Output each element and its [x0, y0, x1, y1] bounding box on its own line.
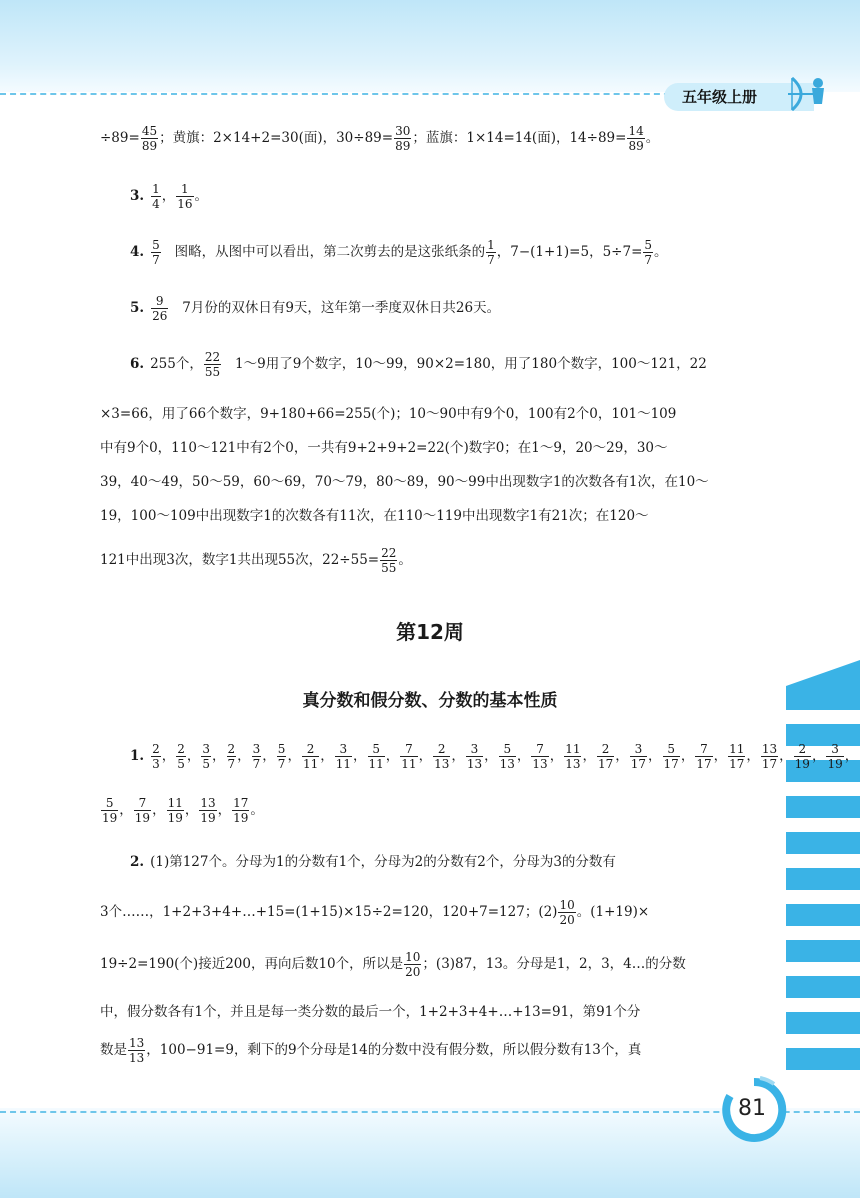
text: ；(3)87，13。分母是1，2，3，4…的分数	[422, 956, 686, 972]
text: 。	[250, 802, 264, 818]
denominator: 7	[227, 757, 236, 771]
question-number: 2.	[130, 854, 145, 870]
denominator: 5	[202, 757, 211, 771]
numerator: 7	[134, 796, 151, 811]
section-answer-2-line: 中，假分数各有1个，并且是每一类分数的最后一个，1+2+3+4+…+13=91，第91个分	[100, 1004, 641, 1020]
denominator: 13	[466, 757, 483, 771]
text: 图略，从图中可以看出，第二次剪去的是这张纸条的	[174, 244, 486, 260]
text: 1～9用了9个数字，10～99，90×2=180，用了180个数字，100～121，22	[235, 356, 707, 372]
answer-6-line: 39，40～49，50～59，60～69，70～79，80～89，90～99中出现数字1的次数各有1次，在10～	[100, 474, 709, 490]
numerator: 22	[381, 546, 397, 560]
fraction	[151, 294, 168, 323]
question-number: 5.	[130, 300, 145, 316]
fraction	[630, 742, 647, 771]
denominator: 7	[644, 253, 653, 267]
fraction	[101, 796, 118, 825]
numerator: 2	[152, 742, 160, 756]
answer-line-continued	[100, 124, 659, 153]
denominator: 20	[559, 913, 575, 927]
denominator: 16	[177, 197, 193, 211]
text: ÷89=	[100, 130, 140, 146]
archer-icon	[786, 74, 830, 114]
fraction	[368, 742, 385, 771]
numerator: 5	[644, 238, 653, 252]
text: ；蓝旗：1×14=14(面)，14÷89=	[412, 130, 627, 146]
text: 。(1+19)×	[576, 904, 650, 920]
text: 。	[398, 552, 412, 568]
numerator: 2	[597, 742, 614, 757]
numerator: 3	[335, 742, 352, 757]
numerator: 5	[152, 238, 160, 252]
numerator: 10	[559, 898, 575, 912]
question-number: 1.	[130, 748, 145, 764]
fraction	[128, 1036, 145, 1065]
denominator: 17	[729, 757, 745, 771]
text: ；黄旗：2×14+2=30(面)，30÷89=	[159, 130, 394, 146]
fraction	[204, 350, 221, 379]
fraction	[558, 898, 575, 927]
denominator: 17	[663, 757, 679, 771]
side-decoration	[786, 660, 860, 1080]
denominator: 4	[152, 197, 160, 211]
denominator: 19	[200, 811, 216, 825]
denominator: 3	[152, 757, 160, 771]
numerator: 13	[200, 796, 216, 810]
fraction	[335, 742, 352, 771]
fraction	[394, 124, 411, 153]
numerator: 5	[663, 742, 680, 757]
denominator: 17	[761, 757, 778, 771]
answer-6-line: ×3=66，用了66个数字，9+180+66=255(个)；10～90中有9个0，100有2个0，101～109	[100, 406, 677, 422]
numerator: 5	[499, 742, 516, 757]
numerator: 2	[302, 742, 319, 757]
text: 。	[645, 130, 660, 146]
fraction	[277, 742, 287, 771]
numerator: 3	[630, 742, 647, 757]
fraction	[663, 742, 680, 771]
denominator: 13	[434, 757, 450, 771]
week-heading: 第12周	[396, 620, 464, 644]
text: ，7−(1+1)=5，5÷7=	[496, 244, 643, 260]
numerator: 1	[487, 238, 495, 252]
fraction	[761, 742, 778, 771]
fraction	[643, 238, 653, 267]
answer-4	[130, 238, 668, 267]
denominator: 17	[696, 757, 712, 771]
fraction	[141, 124, 158, 153]
denominator: 17	[630, 757, 647, 771]
numerator: 7	[695, 742, 712, 757]
topic-heading: 真分数和假分数、分数的基本性质	[302, 691, 558, 711]
fraction	[151, 238, 161, 267]
section-answer-2-line	[100, 950, 686, 979]
denominator: 11	[335, 757, 351, 771]
denominator: 89	[141, 139, 158, 153]
fraction	[400, 742, 417, 771]
denominator: 89	[628, 139, 644, 153]
numerator: 14	[628, 124, 644, 138]
denominator: 55	[204, 365, 221, 379]
numerator: 3	[466, 742, 483, 757]
fraction	[466, 742, 483, 771]
text: ，100−91=9，剩下的9个分母是14的分数中没有假分数，所以假分数有13个，真	[146, 1042, 642, 1058]
fraction	[151, 742, 161, 771]
page-number: 81	[738, 1096, 766, 1121]
answer-6	[130, 350, 707, 379]
denominator: 7	[252, 757, 261, 771]
fraction	[404, 950, 421, 979]
fraction	[728, 742, 745, 771]
denominator: 13	[129, 1051, 145, 1065]
numerator: 7	[400, 742, 417, 757]
fraction	[134, 796, 151, 825]
header-band	[0, 0, 860, 92]
answer-5	[130, 294, 500, 323]
denominator: 5	[177, 757, 185, 771]
section-answer-1	[130, 742, 858, 771]
fraction	[199, 796, 216, 825]
numerator: 1	[152, 182, 160, 196]
fraction-list: $\frac{2}{3}$ ， $\frac{2}{5}$ ， $\frac{3}{5}$ ， $\frac{2}{7}$ ， $\frac{3}{7}$ ， $\frac{5}{7}$ ， $\frac{2}{11}$ ， $\frac{3}{11}$ ， $\frac{5}{11}$ ， $\frac{7}{11}$ ， $\frac{2}{13}$ ， $\frac{3}{13}$ ， $\frac{5}{13}$ ， $\frac{7}{13}$ ， $\frac{11}{13}$ ， $\frac{2}{17}$ ， $\frac{3}{17}$ ， $\frac{5}{17}$ ， $\frac{7}{17}$ ， $\frac{11}{17}$ ， $\frac{13}{17}$ ， $\frac{2}{19}$ ， $\frac{3}{19}$ ，	[152, 742, 859, 771]
fraction	[176, 182, 193, 211]
numerator: 11	[167, 796, 183, 810]
denominator: 19	[102, 811, 118, 825]
denominator: 13	[499, 757, 515, 771]
fraction	[302, 742, 319, 771]
section-answer-1-cont	[100, 796, 264, 825]
text: 。	[654, 244, 668, 260]
numerator: 13	[129, 1036, 145, 1050]
text: 121中出现3次，数字1共出现55次，22÷55=	[100, 552, 380, 568]
numerator: 2	[433, 742, 450, 757]
fraction	[176, 742, 186, 771]
numerator: 17	[233, 796, 249, 810]
numerator: 11	[565, 742, 581, 756]
numerator: 3	[202, 742, 211, 756]
denominator: 11	[401, 757, 417, 771]
question-number: 3.	[130, 188, 145, 204]
denominator: 11	[368, 757, 384, 771]
fraction	[531, 742, 548, 771]
denominator: 13	[565, 757, 581, 771]
text: (1)第127个。分母为1的分数有1个，分母为2的分数有2个，分母为3的分数有	[150, 854, 616, 870]
numerator: 3	[252, 742, 261, 756]
text: 。	[194, 188, 209, 204]
denominator: 7	[277, 757, 286, 771]
section-answer-2-line	[100, 898, 649, 927]
numerator: 22	[204, 350, 221, 364]
denominator: 20	[405, 965, 421, 979]
fraction	[499, 742, 516, 771]
numerator: 13	[761, 742, 778, 756]
numerator: 2	[794, 742, 811, 757]
denominator: 7	[152, 253, 160, 267]
denominator: 89	[395, 139, 411, 153]
fraction	[232, 796, 249, 825]
denominator: 26	[152, 309, 168, 323]
fraction	[227, 742, 237, 771]
text: 255个，	[150, 356, 203, 372]
section-answer-2-line	[100, 1036, 641, 1065]
answer-6-line: 中有9个0，110～121中有2个0，一共有9+2+9+2=22(个)数字0；在1～9，20～29，30～	[100, 440, 668, 456]
denominator: 55	[381, 561, 397, 575]
denominator: 17	[597, 757, 614, 771]
numerator: 30	[395, 124, 411, 138]
denominator: 19	[134, 811, 151, 825]
numerator: 1	[176, 182, 193, 197]
denominator: 19	[827, 757, 843, 771]
question-number: 6.	[130, 356, 145, 372]
fraction	[794, 742, 811, 771]
answer-3: 3. $\frac{1}{4}$ ， $\frac{1}{16}$ 。	[130, 182, 209, 211]
fraction-list: $\frac{5}{19}$ ， $\frac{7}{19}$ ， $\frac{11}{19}$ ， $\frac{13}{19}$ ， $\frac{17}{19}$	[102, 796, 249, 825]
text: 3个……，1+2+3+4+…+15=(1+15)×15÷2=120，120+7=127；(2)	[100, 904, 558, 920]
fraction	[167, 796, 184, 825]
denominator: 19	[794, 757, 810, 771]
numerator: 11	[729, 742, 745, 756]
answer-6-line	[100, 546, 412, 575]
numerator: 5	[277, 742, 286, 756]
section-answer-2	[130, 850, 616, 870]
numerator: 10	[405, 950, 421, 964]
fraction	[597, 742, 614, 771]
fraction	[826, 742, 843, 771]
denominator: 19	[233, 811, 249, 825]
text: 7月份的双休日有9天，这年第一季度双休日共26天。	[182, 300, 501, 316]
fraction	[380, 546, 397, 575]
answer-6-line: 19，100～109中出现数字1的次数各有11次，在110～119中出现数字1有21次；在120～	[100, 508, 649, 524]
fraction	[252, 742, 262, 771]
numerator: 5	[368, 742, 385, 757]
fraction	[695, 742, 712, 771]
numerator: 2	[227, 742, 236, 756]
denominator: 11	[302, 757, 319, 771]
fraction	[486, 238, 496, 267]
header-divider	[0, 93, 680, 95]
denominator: 13	[532, 757, 548, 771]
numerator: 2	[177, 742, 185, 756]
grade-label: 五年级上册	[664, 83, 814, 111]
question-number: 4.	[130, 244, 145, 260]
fraction	[627, 124, 644, 153]
numerator: 7	[531, 742, 548, 757]
numerator: 9	[151, 294, 168, 309]
numerator: 3	[826, 742, 843, 757]
text: 数是	[100, 1042, 127, 1058]
fraction	[201, 742, 211, 771]
denominator: 7	[487, 253, 495, 267]
numerator: 5	[101, 796, 118, 811]
text: 19÷2=190(个)接近200，再向后数10个，所以是	[100, 956, 404, 972]
denominator: 19	[167, 811, 183, 825]
fraction	[564, 742, 581, 771]
fraction	[151, 182, 161, 211]
fraction	[433, 742, 450, 771]
numerator: 45	[141, 124, 158, 138]
